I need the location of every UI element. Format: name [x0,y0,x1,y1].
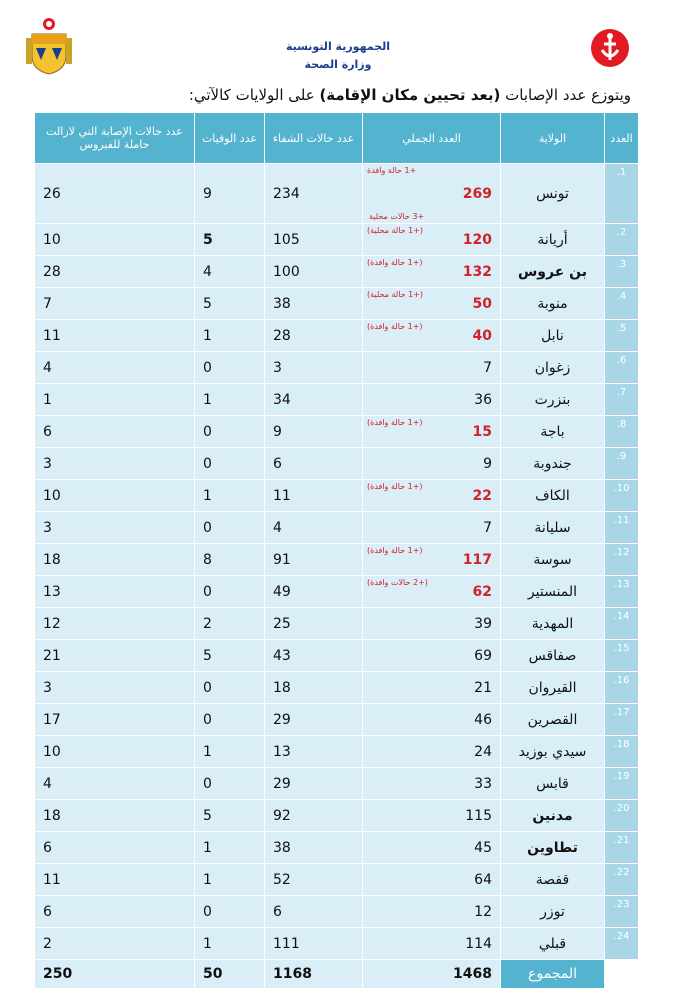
total-value: 9 [483,455,492,472]
total-value: 50 [472,295,492,312]
table-row [35,164,639,224]
totals-total [363,960,501,989]
ministry-of-health-logo-icon [590,28,630,68]
recovered-count: 234 [265,164,363,224]
recovered-count: 6 [265,448,363,480]
state-name: مدنين [501,800,605,832]
recovered-count: 52 [265,864,363,896]
death-count: 4 [195,256,265,288]
recovered-count: 29 [265,768,363,800]
active-count: 1 [35,384,195,416]
state-name: زغوان [501,352,605,384]
recovered-count: 111 [265,928,363,960]
total-cases [363,288,501,320]
row-number: 23. [605,896,639,928]
state-name: بن عروس [501,256,605,288]
state-name: أريانة [501,224,605,256]
total-value: 21 [474,679,492,696]
table-row [35,896,639,928]
state-name: قابس [501,768,605,800]
col-header-active: عدد حالات الإصابة التي لازالت حاملة للفيروس [35,113,195,164]
col-header-num: العدد [605,113,639,164]
active-count: 21 [35,640,195,672]
total-cases [363,256,501,288]
active-count: 4 [35,352,195,384]
document-header [0,0,679,104]
new-cases-note: (+1 حالة وافدة) [367,418,423,427]
active-count: 6 [35,832,195,864]
total-cases [363,800,501,832]
death-count: 1 [195,864,265,896]
death-count: 5 [195,800,265,832]
table-header-row [35,113,639,164]
table-row [35,640,639,672]
table-row [35,800,639,832]
recovered-count: 13 [265,736,363,768]
tunisia-coat-of-arms-icon [24,16,74,76]
total-cases [363,576,501,608]
recovered-count: 38 [265,832,363,864]
death-count: 5 [195,224,265,256]
death-count: 2 [195,608,265,640]
death-count: 0 [195,768,265,800]
death-count: 1 [195,384,265,416]
new-cases-note: (+1 حالة وافدة) [367,546,423,555]
row-number: 15. [605,640,639,672]
table-row [35,768,639,800]
active-count: 10 [35,480,195,512]
table-row [35,416,639,448]
table-row [35,448,639,480]
row-number: 12. [605,544,639,576]
active-count: 7 [35,288,195,320]
total-cases [363,164,501,224]
recovered-count: 43 [265,640,363,672]
table-body [35,164,639,960]
active-count: 3 [35,512,195,544]
state-name: سيدي بوزيد [501,736,605,768]
table-row [35,224,639,256]
active-count: 3 [35,672,195,704]
death-count: 1 [195,320,265,352]
new-cases-note: +1 حالة وافدة [367,166,417,175]
death-count: 5 [195,288,265,320]
total-cases [363,512,501,544]
row-number: 14. [605,608,639,640]
state-name: قفصة [501,864,605,896]
republic-name: الجمهورية التونسية [285,40,391,53]
recovered-count: 29 [265,704,363,736]
total-value: 62 [472,583,492,600]
death-count: 0 [195,704,265,736]
death-count: 1 [195,928,265,960]
row-number: 13. [605,576,639,608]
table-row [35,576,639,608]
total-value: 114 [465,935,492,952]
table-row [35,832,639,864]
total-cases [363,416,501,448]
new-cases-note-2: +3 حالات محلية [369,212,425,221]
total-cases [363,864,501,896]
total-value: 36 [474,391,492,408]
state-name: القيروان [501,672,605,704]
row-number: 5. [605,320,639,352]
death-count: 1 [195,480,265,512]
state-name: تونس [501,164,605,224]
col-header-deaths: عدد الوفيات [195,113,265,164]
col-header-total: العدد الجملي [363,113,501,164]
table-row [35,352,639,384]
row-number: 20. [605,800,639,832]
state-name: سليانة [501,512,605,544]
state-name: الكاف [501,480,605,512]
recovered-count: 38 [265,288,363,320]
total-cases [363,896,501,928]
table-row [35,256,639,288]
row-number: 2. [605,224,639,256]
totals-active: 250 [35,960,195,989]
death-count: 0 [195,448,265,480]
active-count: 10 [35,224,195,256]
col-header-state: الولاية [501,113,605,164]
active-count: 6 [35,416,195,448]
state-name: المنستير [501,576,605,608]
total-value: 132 [462,263,492,280]
death-count: 8 [195,544,265,576]
table-row [35,320,639,352]
table-row [35,480,639,512]
state-name: سوسة [501,544,605,576]
table-row [35,608,639,640]
active-count: 2 [35,928,195,960]
active-count: 12 [35,608,195,640]
row-number: 24. [605,928,639,960]
death-count: 1 [195,736,265,768]
death-count: 0 [195,576,265,608]
totals-deaths: 50 [195,960,265,989]
total-value: 33 [474,775,492,792]
total-value: 117 [462,551,492,568]
totals-row [35,960,639,989]
total-cases [363,832,501,864]
intro-sentence [189,86,631,104]
row-number: 10. [605,480,639,512]
total-cases [363,736,501,768]
row-number: 1. [605,164,639,224]
total-value: 120 [462,231,492,248]
state-name: باجة [501,416,605,448]
active-count: 17 [35,704,195,736]
active-count: 18 [35,800,195,832]
recovered-count: 6 [265,896,363,928]
death-count: 0 [195,672,265,704]
active-count: 13 [35,576,195,608]
recovered-count: 91 [265,544,363,576]
table-row [35,544,639,576]
recovered-count: 49 [265,576,363,608]
row-number: 18. [605,736,639,768]
row-number: 21. [605,832,639,864]
death-count: 0 [195,896,265,928]
table-row [35,704,639,736]
active-count: 3 [35,448,195,480]
totals-label: المجموع [501,960,605,989]
total-cases [363,224,501,256]
state-name: نابل [501,320,605,352]
recovered-count: 28 [265,320,363,352]
active-count: 28 [35,256,195,288]
state-name: القصرين [501,704,605,736]
recovered-count: 92 [265,800,363,832]
new-cases-note: (+1 حالة محلية) [367,290,424,299]
total-value: 45 [474,839,492,856]
total-cases [363,768,501,800]
recovered-count: 18 [265,672,363,704]
state-name: جندوبة [501,448,605,480]
row-number: 4. [605,288,639,320]
total-cases [363,384,501,416]
total-cases [363,352,501,384]
state-name: بنزرت [501,384,605,416]
table-row [35,672,639,704]
total-value: 46 [474,711,492,728]
total-cases [363,608,501,640]
totals-blank-cell [605,960,639,989]
row-number: 7. [605,384,639,416]
death-count: 9 [195,164,265,224]
total-cases [363,320,501,352]
total-value: 40 [472,327,492,344]
recovered-count: 34 [265,384,363,416]
totals-total-value: 1468 [453,966,492,982]
totals-recovered: 1168 [265,960,363,989]
row-number: 6. [605,352,639,384]
death-count: 5 [195,640,265,672]
state-name: تطاوين [501,832,605,864]
table-row [35,864,639,896]
ministry-name: وزارة الصحة [304,58,372,71]
active-count: 4 [35,768,195,800]
recovered-count: 9 [265,416,363,448]
total-value: 12 [474,903,492,920]
row-number: 22. [605,864,639,896]
state-name: منوبة [501,288,605,320]
recovered-count: 11 [265,480,363,512]
total-value: 7 [483,519,492,536]
active-count: 6 [35,896,195,928]
total-cases [363,928,501,960]
state-name: صفاقس [501,640,605,672]
new-cases-note: (+1 حالة وافدة) [367,482,423,491]
row-number: 3. [605,256,639,288]
table-row [35,512,639,544]
new-cases-note: (+1 حالة محلية) [367,226,424,235]
table-row [35,928,639,960]
recovered-count: 4 [265,512,363,544]
row-number: 19. [605,768,639,800]
intro-bold: (بعد تحيين مكان الإقامة) [319,86,501,104]
col-header-recovered: عدد حالات الشفاء [265,113,363,164]
death-count: 0 [195,352,265,384]
total-cases [363,640,501,672]
total-value: 69 [474,647,492,664]
total-cases [363,544,501,576]
total-value: 24 [474,743,492,760]
active-count: 11 [35,864,195,896]
total-cases [363,448,501,480]
total-value: 269 [462,185,492,202]
row-number: 11. [605,512,639,544]
state-name: قبلي [501,928,605,960]
recovered-count: 25 [265,608,363,640]
active-count: 18 [35,544,195,576]
table-row [35,288,639,320]
row-number: 16. [605,672,639,704]
death-count: 0 [195,416,265,448]
state-name: المهدية [501,608,605,640]
total-cases [363,672,501,704]
recovered-count: 100 [265,256,363,288]
total-value: 15 [472,423,492,440]
total-value: 39 [474,615,492,632]
intro-prefix: ويتوزع عدد الإصابات [505,86,631,104]
new-cases-note: (+1 حالة وافدة) [367,322,423,331]
table-row [35,736,639,768]
death-count: 0 [195,512,265,544]
active-count: 11 [35,320,195,352]
recovered-count: 3 [265,352,363,384]
active-count: 26 [35,164,195,224]
total-cases [363,480,501,512]
total-value: 7 [483,359,492,376]
state-name: توزر [501,896,605,928]
total-cases [363,704,501,736]
total-value: 115 [465,807,492,824]
total-value: 64 [474,871,492,888]
cases-table [34,112,639,989]
new-cases-note: (+2 حالات وافدة) [367,578,428,587]
row-number: 17. [605,704,639,736]
death-count: 1 [195,832,265,864]
intro-suffix: على الولايات كالآتي: [188,86,315,104]
row-number: 8. [605,416,639,448]
active-count: 10 [35,736,195,768]
table-row [35,384,639,416]
total-value: 22 [472,487,492,504]
recovered-count: 105 [265,224,363,256]
new-cases-note: (+1 حالة وافدة) [367,258,423,267]
row-number: 9. [605,448,639,480]
